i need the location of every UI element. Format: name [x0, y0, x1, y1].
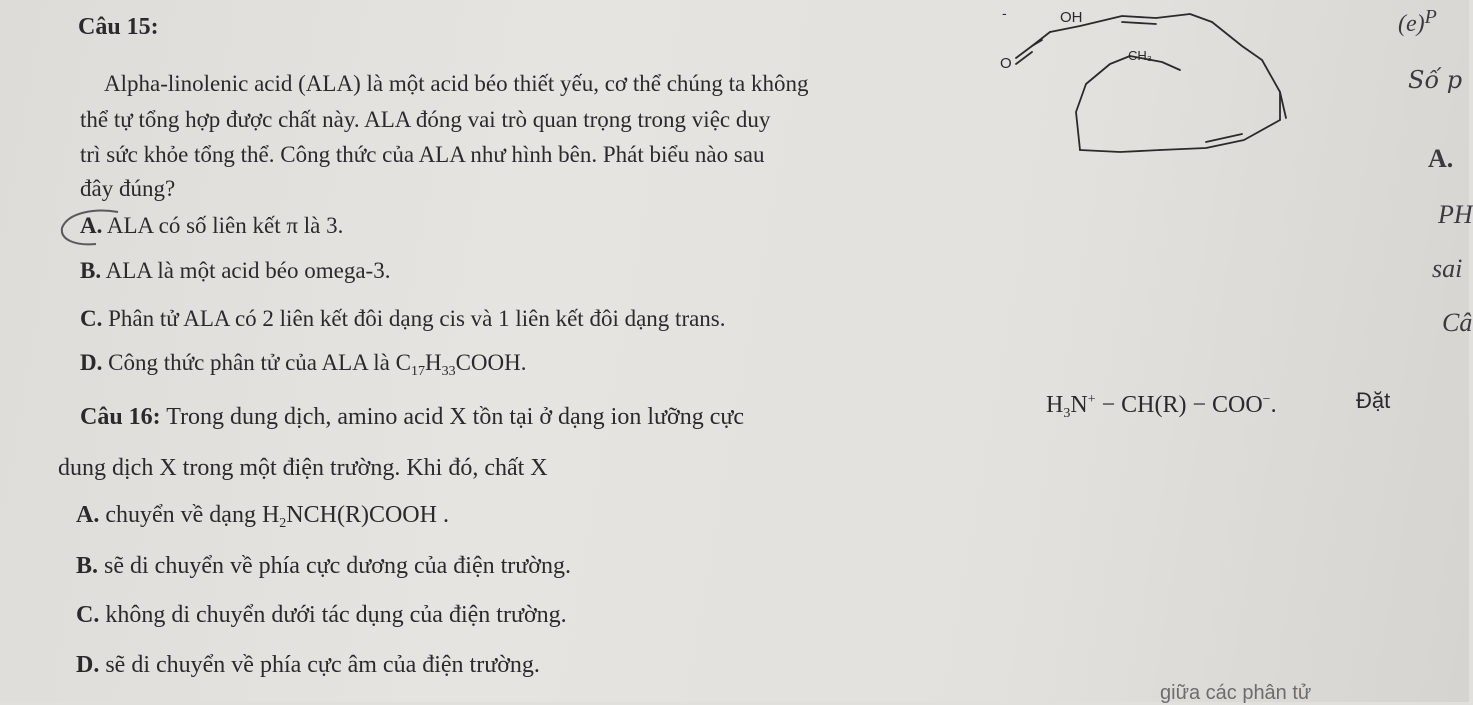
- question-16-option-c[interactable]: [76, 602, 567, 629]
- option-text: sẽ di chuyển về phía cực âm của điện trường.: [105, 652, 540, 678]
- formula: $H_2NCH(R)COOH$ .: [261, 502, 449, 531]
- option-label: B.: [76, 553, 99, 579]
- margin-so-p: Số p: [1408, 66, 1463, 94]
- option-label: C.: [80, 306, 103, 331]
- margin-ca: Câ: [1442, 308, 1473, 337]
- ala-structure-diagram: [980, 0, 1310, 200]
- option-text: chuyển về dạng: [105, 502, 256, 528]
- option-text: ALA là một acid béo omega-3.: [105, 258, 391, 283]
- option-text: sẽ di chuyển về phía cực dương của điện trường.: [104, 553, 571, 579]
- question-15-stem-line-3: trì sức khỏe tổng thể. Công thức của ALA như hình bên. Phát biểu nào sau: [80, 142, 765, 167]
- margin-a: A.: [1428, 144, 1454, 173]
- option-label: C.: [76, 602, 100, 628]
- option-text: không di chuyển dưới tác dụng của điện trường.: [105, 602, 567, 628]
- question-16-stem-line-1: Câu 16: Trong dung dịch, amino acid X tồn tại ở dạng ion lưỡng cực: [80, 404, 745, 430]
- option-label: B.: [80, 258, 102, 283]
- option-text: Phân tử ALA có 2 liên kết đôi dạng cis và 1 liên kết đôi dạng trans.: [108, 306, 726, 331]
- svg-text:-: -: [1002, 5, 1007, 21]
- question-16-stem-line-2: dung dịch X trong một điện trường. Khi đó, chất X: [58, 455, 548, 481]
- question-15-title: Câu 15:: [78, 14, 159, 40]
- molecular-formula: $C_{17}H_{33}COOH$.: [395, 350, 527, 379]
- margin-sai: sai: [1432, 254, 1463, 283]
- option-label: D.: [80, 350, 103, 375]
- option-label: A.: [76, 502, 100, 528]
- question-16-stem-dat: Đặt: [1356, 388, 1391, 413]
- question-16-option-a[interactable]: [76, 502, 449, 532]
- question-15-stem-line-1: Alpha-linolenic acid (ALA) là một acid béo thiết yếu, cơ thể chúng ta không: [104, 71, 809, 96]
- question-16-option-d[interactable]: [76, 652, 540, 679]
- option-label: A.: [80, 213, 103, 238]
- oh-label: OH: [1060, 9, 1083, 26]
- question-16-option-b[interactable]: [76, 553, 571, 580]
- option-label: D.: [76, 652, 100, 678]
- option-text: Công thức phân tử của ALA là: [108, 350, 390, 375]
- question-15-option-c[interactable]: [80, 306, 726, 332]
- question-15-option-d[interactable]: [80, 350, 526, 380]
- option-text: ALA có số liên kết π là 3.: [106, 213, 344, 238]
- footer-fragment: giữa các phân tử: [1160, 682, 1312, 704]
- oxygen-label: O: [1000, 55, 1012, 72]
- question-15-stem-line-2: thể tự tổng hợp được chất này. ALA đóng vai trò quan trọng trong việc duy: [80, 107, 771, 132]
- question-15-option-b[interactable]: [80, 258, 390, 284]
- question-15-option-a[interactable]: [80, 213, 343, 239]
- question-15-stem-line-4: đây đúng?: [80, 176, 176, 201]
- margin-e: $(e)^P$: [1398, 6, 1437, 37]
- methyl-label: CH₃: [1128, 48, 1153, 63]
- question-16-title: Câu 16:: [80, 404, 161, 430]
- margin-ph: PH: [1438, 200, 1473, 229]
- zwitterion-formula: $H_3N^+ - CH(R) - COO^-$.: [1046, 392, 1277, 421]
